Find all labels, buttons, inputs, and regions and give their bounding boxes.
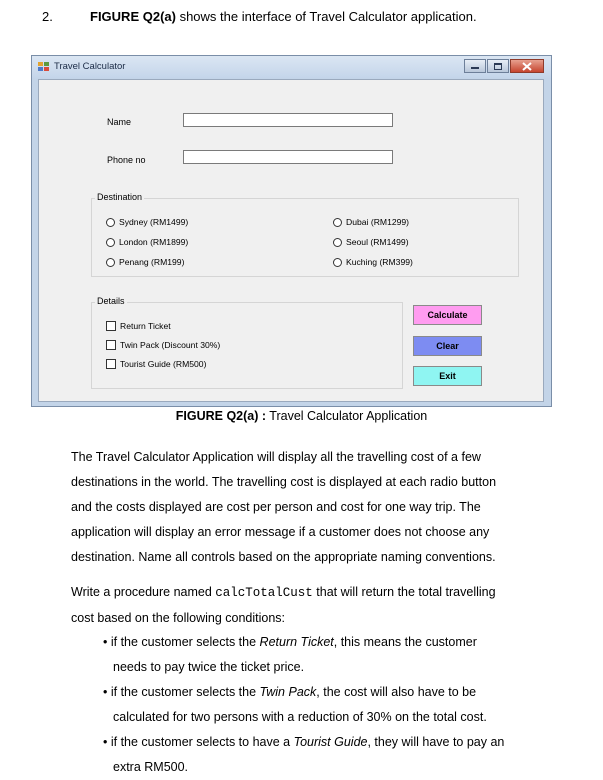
app-icon [38, 61, 50, 71]
radio-penang[interactable] [106, 257, 184, 267]
radio-sydney[interactable] [106, 217, 188, 227]
radio-label: London (RM1899) [119, 237, 189, 247]
radio-london[interactable] [106, 237, 188, 247]
destination-group [91, 192, 519, 277]
radio-circle-icon [106, 238, 115, 247]
bullet-text: , the cost will also have to be [316, 685, 477, 699]
paragraph-line: and the costs displayed are cost per person and cost for one way trip. The [71, 500, 481, 514]
list-item [103, 630, 504, 655]
minimize-button[interactable] [464, 59, 486, 73]
checkbox-icon [106, 340, 116, 350]
bullet-emphasis: Twin Pack [259, 685, 317, 699]
radio-dubai[interactable] [333, 217, 409, 227]
destination-title: Destination [97, 192, 143, 202]
radio-label: Sydney (RM1499) [119, 217, 189, 227]
title-bar[interactable] [32, 56, 551, 78]
window-title: Travel Calculator [54, 61, 126, 72]
checkbox-return-ticket[interactable] [106, 321, 171, 331]
checkbox-icon [106, 359, 116, 369]
calculate-button[interactable]: Calculate [413, 305, 482, 325]
bullet-icon: • [103, 735, 111, 749]
radio-label: Kuching (RM399) [346, 257, 413, 267]
checkbox-label: Tourist Guide (RM500) [120, 359, 207, 369]
details-title: Details [97, 296, 125, 306]
radio-circle-icon [333, 238, 342, 247]
task-text: Write a procedure named [71, 585, 216, 599]
list-item-continuation: extra RM500. [113, 760, 189, 774]
bullet-emphasis: Return Ticket [259, 635, 334, 649]
bullet-text: if the customer selects the [110, 685, 260, 699]
question-intro [90, 9, 477, 24]
minimize-icon [465, 60, 485, 72]
figure-caption [0, 409, 603, 423]
bullet-emphasis: Tourist Guide [293, 735, 368, 749]
travel-calculator-window [31, 55, 552, 407]
checkbox-label: Twin Pack (Discount 30%) [120, 340, 221, 350]
checkbox-twin-pack[interactable] [106, 340, 220, 350]
close-icon [511, 60, 543, 72]
clear-button[interactable]: Clear [413, 336, 482, 356]
list-item [103, 680, 504, 705]
question-number: 2. [42, 9, 53, 24]
bullet-text: , they will have to pay an [367, 735, 505, 749]
window-controls [463, 59, 544, 74]
task-text: that will return the total travelling [312, 585, 496, 599]
phone-label: Phone no [107, 155, 146, 165]
close-button[interactable] [510, 59, 544, 73]
exit-button[interactable]: Exit [413, 366, 482, 386]
list-item [103, 730, 504, 755]
phone-input[interactable] [183, 150, 393, 164]
radio-circle-icon [106, 258, 115, 267]
radio-label: Seoul (RM1499) [346, 237, 409, 247]
task-line [71, 580, 496, 606]
conditions-list [103, 630, 504, 780]
paragraph-line: destination. Name all controls based on the appropriate naming conventions. [71, 550, 496, 564]
name-input[interactable] [183, 113, 393, 127]
list-item-continuation: needs to pay twice the ticket price. [113, 660, 305, 674]
bullet-text: if the customer selects to have a [110, 735, 294, 749]
maximize-button[interactable] [487, 59, 509, 73]
figure-ref: FIGURE Q2(a) [90, 9, 176, 24]
list-item-continuation: calculated for two persons with a reduction of 30% on the total cost. [113, 710, 487, 724]
checkbox-icon [106, 321, 116, 331]
name-label: Name [107, 117, 132, 127]
checkbox-tourist-guide[interactable] [106, 359, 206, 369]
bullet-text: if the customer selects the [110, 635, 260, 649]
radio-circle-icon [106, 218, 115, 227]
maximize-icon [488, 60, 508, 72]
procedure-name: calcTotalCust [215, 586, 313, 600]
intro-text: shows the interface of Travel Calculator application. [175, 9, 477, 24]
task-line: cost based on the following conditions: [71, 611, 286, 625]
radio-circle-icon [333, 258, 342, 267]
description-paragraph [71, 445, 496, 570]
paragraph-line: The Travel Calculator Application will display all the travelling cost of a few [71, 450, 481, 464]
bullet-icon: • [103, 685, 111, 699]
radio-seoul[interactable] [333, 237, 409, 247]
paragraph-line: destinations in the world. The travelling cost is displayed at each radio button [71, 475, 497, 489]
radio-label: Penang (RM199) [119, 257, 185, 267]
radio-label: Dubai (RM1299) [346, 217, 410, 227]
bullet-text: , this means the customer [333, 635, 477, 649]
bullet-icon: • [103, 635, 111, 649]
caption-label: FIGURE Q2(a) : [175, 409, 267, 423]
radio-kuching[interactable] [333, 257, 413, 267]
form-client-area [38, 79, 544, 402]
task-paragraph [71, 580, 496, 631]
checkbox-label: Return Ticket [120, 321, 171, 331]
radio-circle-icon [333, 218, 342, 227]
caption-text: Travel Calculator Application [266, 409, 428, 423]
paragraph-line: application will display an error message if a customer does not choose any [71, 525, 490, 539]
details-group [91, 296, 403, 389]
